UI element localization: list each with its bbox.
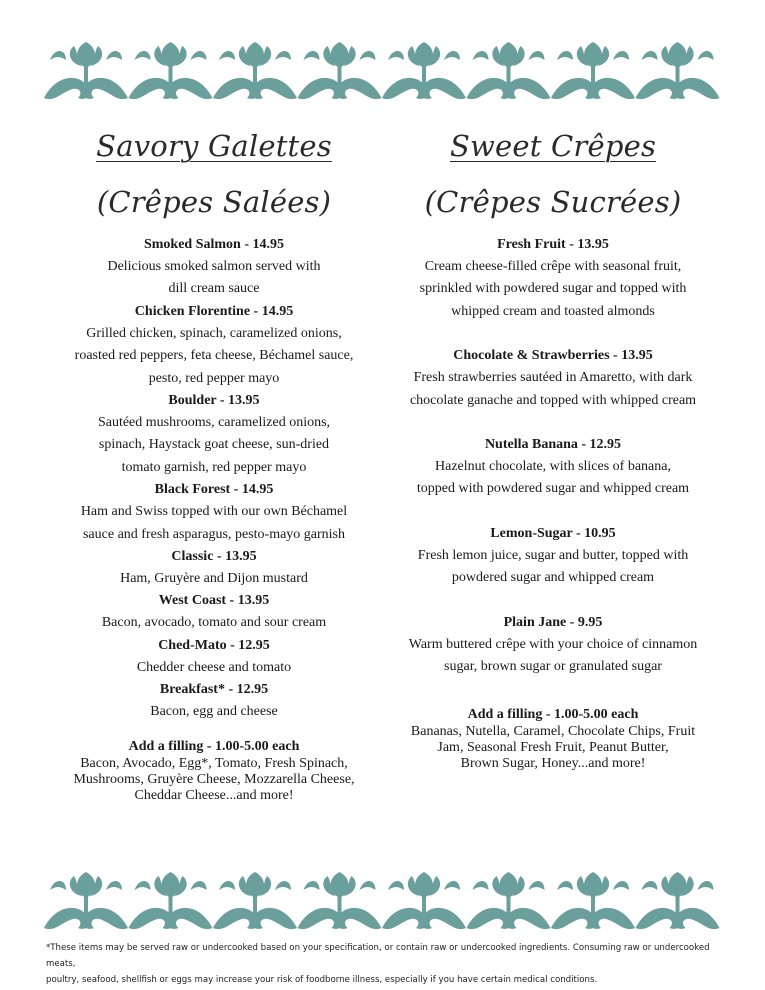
menu-item: [44, 590, 384, 634]
filling-options: Bacon, Avocado, Egg*, Tomato, Fresh Spinach,: [80, 755, 348, 771]
ornament-leaf: [298, 78, 344, 99]
menu-item: [394, 434, 712, 501]
savory-galettes-title: Savory Galettes: [96, 129, 332, 163]
bottom-ornament-border: [44, 866, 720, 938]
item-name: Smoked Salmon - 14.95: [143, 237, 285, 252]
ornament-leaf: [382, 78, 428, 99]
savory-galettes-column: [44, 120, 384, 804]
item-name: West Coast - 13.95: [158, 593, 270, 609]
sweet-items-list: [394, 234, 712, 678]
ornament-tendril: [360, 51, 376, 60]
item-description: topped with powdered sugar and whipped cream: [416, 481, 690, 497]
ornament-leaf: [336, 908, 382, 929]
add-filling-title: Add a filling - 1.00-5.00 each: [467, 707, 639, 723]
item-spacer: [394, 501, 712, 523]
item-description: Ham and Swiss topped with our own Béchamel: [80, 504, 348, 520]
ornament-leaf: [420, 78, 466, 99]
item-name: Breakfast* - 12.95: [159, 682, 269, 698]
item-name: Ched-Mato - 12.95: [158, 637, 270, 653]
ornament-leaf: [420, 908, 466, 929]
menu-item: [44, 234, 384, 301]
filling-options: Jam, Seasonal Fresh Fruit, Peanut Butter,: [437, 740, 669, 756]
ornament-leaf: [467, 78, 513, 99]
food-safety-footnote: [46, 940, 736, 988]
ornament-tendril: [557, 881, 573, 890]
ornament-stem: [169, 66, 173, 88]
ornament-tendril: [642, 51, 658, 60]
sweet-crepes-column: [394, 120, 712, 772]
menu-item: [44, 679, 384, 723]
filling-options: Cheddar Cheese...and more!: [134, 787, 294, 803]
add-filling-title: Add a filling - 1.00-5.00 each: [128, 738, 300, 754]
ornament-tendril: [191, 51, 207, 60]
ornament-leaf: [167, 78, 213, 99]
item-name: Boulder - 13.95: [168, 393, 260, 409]
ornament-svg: [44, 866, 720, 938]
ornament-tendril: [219, 51, 235, 60]
item-description: pesto, red pepper mayo: [148, 370, 280, 386]
ornament-leaf: [213, 908, 259, 929]
ornament-svg: [44, 36, 720, 108]
item-description: Hazelnut chocolate, with slices of banana,: [435, 459, 671, 475]
ornament-tendril: [275, 51, 291, 60]
item-name: Fresh Fruit - 13.95: [497, 237, 609, 252]
sweet-crepes-subtitle: (Crêpes Sucrées): [424, 185, 682, 219]
item-description: Warm buttered crêpe with your choice of cinnamon: [408, 636, 698, 652]
item-name: Chocolate & Strawberries - 13.95: [453, 348, 653, 364]
item-description: Chedder cheese and tomato: [136, 659, 292, 675]
item-description: sugar, brown sugar or granulated sugar: [444, 659, 662, 675]
ornament-tendril: [304, 51, 320, 60]
ornament-leaf: [551, 78, 597, 99]
ornament-tendril: [388, 881, 404, 890]
item-description: Fresh lemon juice, sugar and butter, topped with: [417, 547, 689, 563]
ornament-leaf: [298, 908, 344, 929]
ornament-tendril: [388, 51, 404, 60]
item-description: Grilled chicken, spinach, caramelized onions,: [86, 325, 342, 341]
item-description: dill cream sauce: [168, 281, 260, 297]
menu-item: [44, 390, 384, 479]
top-ornament-border: [44, 36, 720, 108]
menu-item: [44, 301, 384, 390]
ornament-tendril: [473, 881, 489, 890]
ornament-tendril: [698, 881, 714, 890]
item-name: Chicken Florentine - 14.95: [134, 303, 294, 319]
ornament-stem: [676, 66, 680, 88]
footnote-line: *These items may be served raw or undercooked based on your specification, or contain raw or undercooked ingredients. Consuming raw or undercooked meats,: [46, 943, 710, 969]
item-description: Ham, Gruyère and Dijon mustard: [120, 571, 308, 587]
ornament-stem: [507, 896, 511, 918]
filling-options: Mushrooms, Gruyère Cheese, Mozzarella Cheese,: [73, 771, 355, 787]
ornament-tendril: [444, 51, 460, 60]
filling-options: Brown Sugar, Honey...and more!: [460, 756, 646, 772]
ornament-leaf: [674, 78, 720, 99]
item-description: Fresh strawberries sautéed in Amaretto, with dark: [413, 370, 693, 386]
ornament-tendril: [360, 881, 376, 890]
ornament-leaf: [505, 908, 551, 929]
item-spacer: [394, 590, 712, 612]
item-description: sauce and fresh asparagus, pesto-mayo garnish: [82, 526, 346, 542]
ornament-leaf: [251, 78, 297, 99]
ornament-stem: [591, 66, 595, 88]
item-description: sprinkled with powdered sugar and topped with: [419, 281, 687, 297]
ornament-tendril: [529, 51, 545, 60]
item-description: Bacon, egg and cheese: [150, 704, 278, 720]
item-description: Sautéed mushrooms, caramelized onions,: [97, 415, 331, 431]
menu-item: [394, 612, 712, 679]
ornament-tendril: [106, 51, 122, 60]
ornament-leaf: [674, 908, 720, 929]
ornament-leaf: [82, 78, 128, 99]
ornament-stem: [507, 66, 511, 88]
ornament-tendril: [219, 881, 235, 890]
ornament-tendril: [557, 51, 573, 60]
ornament-stem: [422, 896, 426, 918]
ornament-tendril: [304, 881, 320, 890]
ornament-stem: [338, 66, 342, 88]
item-description: Cream cheese-filled crêpe with seasonal fruit,: [424, 259, 682, 274]
item-name: Black Forest - 14.95: [154, 482, 274, 498]
ornament-leaf: [213, 78, 259, 99]
item-description: Bacon, avocado, tomato and sour cream: [101, 615, 327, 631]
ornament-leaf: [251, 908, 297, 929]
ornament-leaf: [636, 908, 682, 929]
ornament-leaf: [551, 908, 597, 929]
item-name: Plain Jane - 9.95: [503, 614, 603, 630]
menu-item: [44, 635, 384, 679]
item-description: chocolate ganache and topped with whipped cream: [409, 392, 697, 408]
ornament-tendril: [50, 51, 66, 60]
ornament-leaf: [82, 908, 128, 929]
menu-item: [394, 345, 712, 412]
ornament-tendril: [135, 51, 151, 60]
item-description: powdered sugar and whipped cream: [451, 570, 655, 586]
ornament-tendril: [275, 881, 291, 890]
ornament-stem: [338, 896, 342, 918]
sweet-crepes-title: Sweet Crêpes: [449, 129, 657, 163]
ornament-tendril: [135, 881, 151, 890]
item-spacer: [394, 323, 712, 345]
ornament-tendril: [642, 881, 658, 890]
savory-galettes-subtitle: (Crêpes Salées): [96, 185, 332, 219]
item-description: spinach, Haystack goat cheese, sun-dried: [98, 437, 330, 453]
menu-item: [44, 546, 384, 590]
ornament-stem: [591, 896, 595, 918]
ornament-stem: [422, 66, 426, 88]
ornament-stem: [253, 896, 257, 918]
item-spacer: [394, 412, 712, 434]
ornament-leaf: [167, 908, 213, 929]
ornament-leaf: [505, 78, 551, 99]
menu-item: [44, 479, 384, 546]
ornament-leaf: [129, 78, 175, 99]
ornament-tendril: [106, 881, 122, 890]
ornament-leaf: [382, 908, 428, 929]
ornament-leaf: [44, 908, 90, 929]
ornament-stem: [253, 66, 257, 88]
item-description: roasted red peppers, feta cheese, Béchamel sauce,: [74, 348, 354, 364]
item-description: Delicious smoked salmon served with: [107, 259, 321, 274]
item-name: Classic - 13.95: [171, 549, 257, 565]
item-name: Lemon-Sugar - 10.95: [490, 525, 616, 541]
item-description: tomato garnish, red pepper mayo: [121, 459, 307, 475]
ornament-leaf: [129, 908, 175, 929]
ornament-stem: [676, 896, 680, 918]
ornament-leaf: [336, 78, 382, 99]
item-name: Nutella Banana - 12.95: [484, 437, 622, 453]
filling-options: Bananas, Nutella, Caramel, Chocolate Chips, Fruit: [410, 724, 696, 740]
ornament-stem: [169, 896, 173, 918]
ornament-stem: [84, 896, 88, 918]
ornament-leaf: [636, 78, 682, 99]
ornament-tendril: [613, 51, 629, 60]
ornament-tendril: [191, 881, 207, 890]
ornament-leaf: [589, 78, 635, 99]
footnote-line: poultry, seafood, shellfish or eggs may increase your risk of foodborne illness, especially if you have certain medical conditions.: [46, 975, 598, 985]
ornament-leaf: [589, 908, 635, 929]
item-description: whipped cream and toasted almonds: [451, 303, 655, 319]
ornament-tendril: [444, 881, 460, 890]
savory-items-list: [44, 234, 384, 724]
ornament-leaf: [44, 78, 90, 99]
ornament-leaf: [467, 908, 513, 929]
ornament-tendril: [473, 51, 489, 60]
menu-item: [394, 234, 712, 323]
ornament-tendril: [50, 881, 66, 890]
ornament-tendril: [529, 881, 545, 890]
ornament-tendril: [613, 881, 629, 890]
menu-item: [394, 523, 712, 590]
ornament-tendril: [698, 51, 714, 60]
ornament-stem: [84, 66, 88, 88]
